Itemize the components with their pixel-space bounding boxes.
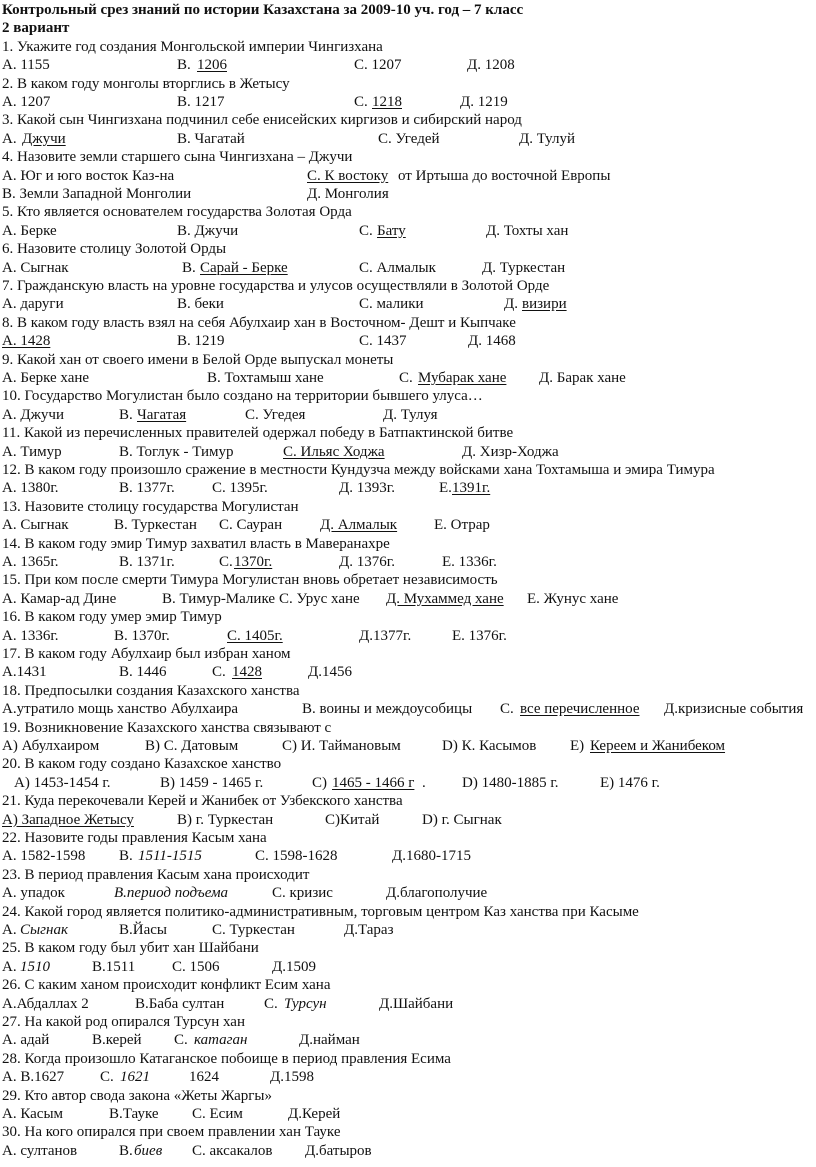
question-text: 19. Возникновение Казахского ханства связывают с [2,719,332,736]
answer-option: С. 1506 [172,958,220,975]
answer-option: Д. [504,296,518,313]
answer-option: 1621 [120,1069,150,1086]
answer-option: D) г. Сыгнак [422,811,502,828]
question-text: 28. Когда произошло Катаганское побоище в период правления Есима [2,1050,451,1067]
answer-option: В. [119,1142,133,1159]
question-text: 3. Какой сын Чингизхана подчинил себе енисейских киргизов и сибирский народ [2,112,522,129]
answer-option: В. Джучи [177,222,239,239]
answer-option: С. Угедей [378,130,440,147]
answer-option: Д.батыров [305,1142,372,1159]
answer-option: В.период подъема [114,885,229,902]
answer-option: В. Земли Западной Монголии [2,186,192,202]
answer-option: Д.Тараз [344,922,394,938]
answer-option: биев [134,1142,163,1159]
answer-option-marked: Чагатая [137,406,187,423]
answer-option-marked: 1206 [197,57,227,74]
answer-option: В. беки [177,296,224,313]
answer-option-marked: С. К востоку [307,167,389,184]
answer-option: С. 1437 [359,333,407,350]
answer-option-marked: А. 1428 [2,333,51,350]
answer-option: С) [312,774,327,791]
answer-option: 1510 [20,958,50,975]
answer-option: катаган [194,1032,248,1049]
answer-option: В.1511 [92,958,136,975]
question-text: 9. Какой хан от своего имени в Белой Орде выпускал монеты [2,351,394,368]
answer-option: Д. Хизр-Ходжа [462,443,559,460]
answer-option: А. [2,958,17,975]
answer-option: В. Тоглук - Тимур [119,443,234,460]
answer-option: В. 1377г. [119,480,175,497]
document-title: Контрольный срез знаний по истории Казахстана за 2009-10 уч. год – 7 класс [2,2,524,18]
answer-option: А. 1155 [2,57,50,74]
answer-option: А. Сыгнак [2,259,69,276]
answer-option: А.утратило мощь ханство Абулхаира [2,701,239,718]
answer-option: Д.1598 [270,1069,314,1086]
question-text: 22. Назовите годы правления Касым хана [2,830,267,846]
answer-option: В.Баба султан [135,995,225,1012]
answer-option: А. [2,922,17,938]
question-text: 13. Назовите столицу государства Могулистан [2,498,299,515]
answer-option: А. В.1627 [2,1069,65,1086]
answer-option: А. 1336г. [2,627,59,644]
answer-option: В. Чагатай [177,130,245,147]
answer-option: А. султанов [2,1142,78,1159]
answer-option: С. 1207 [354,57,402,74]
answer-option: А. упадок [2,885,65,902]
answer-option: С. малики [359,296,424,313]
answer-option-marked: Бату [377,222,406,239]
answer-option-marked: 1428 [232,664,262,681]
answer-option: А) 1453-1454 г. [14,774,111,791]
answer-option-marked: Мубарак хане [418,370,507,386]
answer-option: А. даруги [2,296,64,313]
answer-option: А. 1582-1598 [2,848,86,865]
answer-option: Е. 1376г. [452,627,507,644]
answer-option: Д. Тулуй [519,130,576,147]
answer-option: Е. Отрар [434,517,490,534]
answer-option-marked: Д. Алмалык [320,517,398,534]
answer-option: С. [500,701,514,718]
answer-option: С. 1598-1628 [255,848,338,865]
answer-option: В) 1459 - 1465 г. [160,774,264,791]
variant-label: 2 вариант [2,20,70,37]
answer-option: А. Сыгнак [2,517,69,534]
answer-option: Е. 1336г. [442,554,497,570]
question-text: 14. В каком году эмир Тимур захватил власть в Мaвeрaнахре [2,535,390,552]
answer-option: Д.кризисные события [664,701,804,718]
question-text: 6. Назовите столицу Золотой Орды [2,241,227,258]
answer-option: С. [359,222,373,239]
answer-option: С. [219,554,233,570]
question-text: 27. На какой род опирался Турсун хан [2,1014,245,1030]
question-text: 21. Куда перекочевали Керей и Жанибек от Узбекского ханства [2,793,403,810]
question-text: 10. Государство Могулистан было создано на территории бывшего улуса… [2,388,483,405]
answer-option: А. Тимур [2,443,62,460]
answer-option-marked: 1391г. [452,480,491,497]
answer-option: В) г. Туркестан [177,811,274,828]
answer-option: Д. Барак хане [539,370,626,386]
answer-option: Д.1456 [308,664,352,681]
answer-option: С. 1395г. [212,480,268,497]
answer-option: С. [354,94,368,110]
answer-option: Турсун [284,995,327,1012]
answer-option-marked: 1218 [372,94,402,110]
answer-option-marked: визири [522,296,567,313]
answer-option: В. [177,57,191,74]
answer-option: В. [119,848,133,865]
answer-option: В. 1219 [177,333,225,350]
answer-option: В.керей [92,1032,142,1049]
answer-option: В. [119,406,133,423]
question-text: 16. В каком году умер эмир Тимур [2,609,222,626]
question-text: 12. В каком году произошло сражение в местности Кундузча между войсками хана Тохтамыша и эмира Тимура [2,462,715,478]
answer-option: С. Угедея [245,406,306,423]
answer-option: С. [399,370,413,386]
answer-option: Д. 1219 [460,94,508,110]
answer-option: А. Юг и юго восток Каз-на [2,167,175,184]
question-text: 26. С каким ханом происходит конфликт Есим хана [2,977,331,994]
answer-option: Д. Туркестан [482,259,566,276]
answer-option: В) С. Датовым [145,738,239,754]
answer-option: В. 1371г. [119,554,175,570]
answer-option: А. 1207 [2,94,51,110]
answer-option: Д.Шайбани [379,995,454,1012]
answer-option: С. Сауран [219,517,283,534]
answer-option: В. [182,259,196,276]
answer-option: Д. 1376г. [339,554,395,570]
answer-option: А. Камар-ад Дине [2,590,117,607]
question-text: 17. В каком году Абулхаир был избран ханом [2,646,291,662]
answer-option: В. 1370г. [114,627,170,644]
answer-option: Е) 1476 г. [600,774,660,791]
question-text: 30. На кого опирался при своем правлении хан Тауке [2,1124,341,1141]
answer-option: Д.найман [299,1032,360,1049]
answer-option: В. 1217 [177,94,225,110]
answer-option: Д.1509 [272,958,316,975]
answer-option: С. Урус хане [279,590,360,607]
question-text: 4. Назовите земли старшего сына Чингизхана – Джучи [2,149,353,166]
answer-option-marked: А) Западное Жетысу [2,811,134,828]
answer-option: В. Туркестан [114,517,197,534]
answer-option: С. [264,995,278,1012]
answer-option-marked: Сарай - Берке [200,259,288,276]
question-text: 7. Гражданскую власть на уровне государства и улусов осуществляли в Золотой Орде [2,278,550,294]
question-text: 5. Кто является основателем государства Золотая Орда [2,204,352,221]
answer-option: А.Абдаллах 2 [2,995,89,1012]
answer-option: В.Тауке [109,1106,159,1122]
answer-option-marked: 1465 - 1466 г [332,774,415,791]
answer-option: Д. Тохты хан [486,222,569,239]
answer-option: 1624 [189,1069,219,1086]
answer-option: С)Китай [325,811,380,828]
answer-option: Сыгнак [20,922,68,938]
question-text: 20. В каком году создано Казахское ханство [2,756,282,773]
answer-option: Е) [570,738,585,754]
answer-option: Е. Жунус хане [527,590,619,607]
answer-option: С. [174,1032,188,1049]
answer-option: Е. [439,480,452,497]
question-text: 18. Предпосылки создания Казахского ханства [2,682,300,699]
question-text: 25. В каком году был убит хан Шайбани [2,940,259,957]
answer-option: А. Касым [2,1106,64,1122]
answer-option: Д. 1208 [467,57,515,74]
answer-option: А. адай [2,1032,50,1049]
answer-option: 1511-1515 [138,848,202,865]
answer-option: А. 1380г. [2,480,59,497]
answer-option: . [422,774,426,791]
answer-option: Д. Монголия [307,186,389,202]
answer-option: D) 1480-1885 г. [462,774,559,791]
answer-option: С) И. Таймановым [282,738,401,754]
question-text: 11. Какой из перечисленных правителей одержал победу в Батпактинской битве [2,425,514,442]
answer-option: В. воины и междоусобицы [302,701,473,718]
answer-option: Д.1377г. [359,627,412,644]
answer-option: С. [100,1069,114,1086]
answer-option: С. Алмалык [359,259,436,276]
answer-option: А. Берке [2,222,57,239]
answer-option-marked: все перечисленное [520,701,640,718]
question-text: 8. В каком году власть взял на себя Абулхаир хан в Восточном- Дешт и Кыпчаке [2,314,516,331]
answer-option: от Иртыша до восточной Европы [398,167,611,184]
question-text: 23. В период правления Касым хана происходит [2,866,310,883]
question-text: 29. Кто автор свода закона «Жеты Жаргы» [2,1087,272,1104]
answer-option: А.1431 [2,664,47,681]
question-text: 2. В каком году монголы вторглись в Жетысу [2,75,290,92]
answer-option-marked: С. 1405г. [227,627,283,644]
question-text: 15. При ком после смерти Тимура Могулистан вновь обретает независимость [2,572,498,589]
answer-option: С. кризис [272,885,333,902]
answer-option: В.Йасы [119,922,167,938]
answer-option: С. [212,664,226,681]
answer-option: Д.1680-1715 [392,848,471,865]
answer-option: Д.Керей [288,1106,341,1122]
answer-option-marked: Д. Мухаммед хане [386,590,504,607]
answer-option: А. [2,130,17,147]
answer-option: А. Берке хане [2,370,90,386]
answer-option: Д. 1468 [468,333,516,350]
answer-option-marked: С. Ильяс Ходжа [283,443,385,460]
question-text: 1. Укажите год создания Монгольской империи Чингизхана [2,38,383,55]
answer-option: Д. Тулуя [383,406,438,423]
answer-option: С. Есим [192,1106,243,1122]
answer-option: В. Тохтамыш хане [207,370,324,386]
answer-option: Д. 1393г. [339,480,395,497]
answer-option-marked: Кереем и Жанибеком [590,738,726,754]
answer-option: В. 1446 [119,664,167,681]
answer-option: А. 1365г. [2,554,59,570]
answer-option: А. Джучи [2,406,64,423]
answer-option: Д.благополучие [386,885,488,902]
answer-option: В. Тимур-Малике [162,590,276,607]
answer-option-marked: Джучи [22,130,66,147]
answer-option: А) Абулхаиром [2,738,100,754]
answer-option-marked: 1370г. [234,554,273,570]
question-text: 24. Какой город является политико-административным, торговым центром Каз ханства при Касыме [2,903,639,920]
answer-option: С. Туркестан [212,922,295,938]
answer-option: D) К. Касымов [442,738,537,754]
answer-option: С. аксакалов [192,1142,273,1159]
